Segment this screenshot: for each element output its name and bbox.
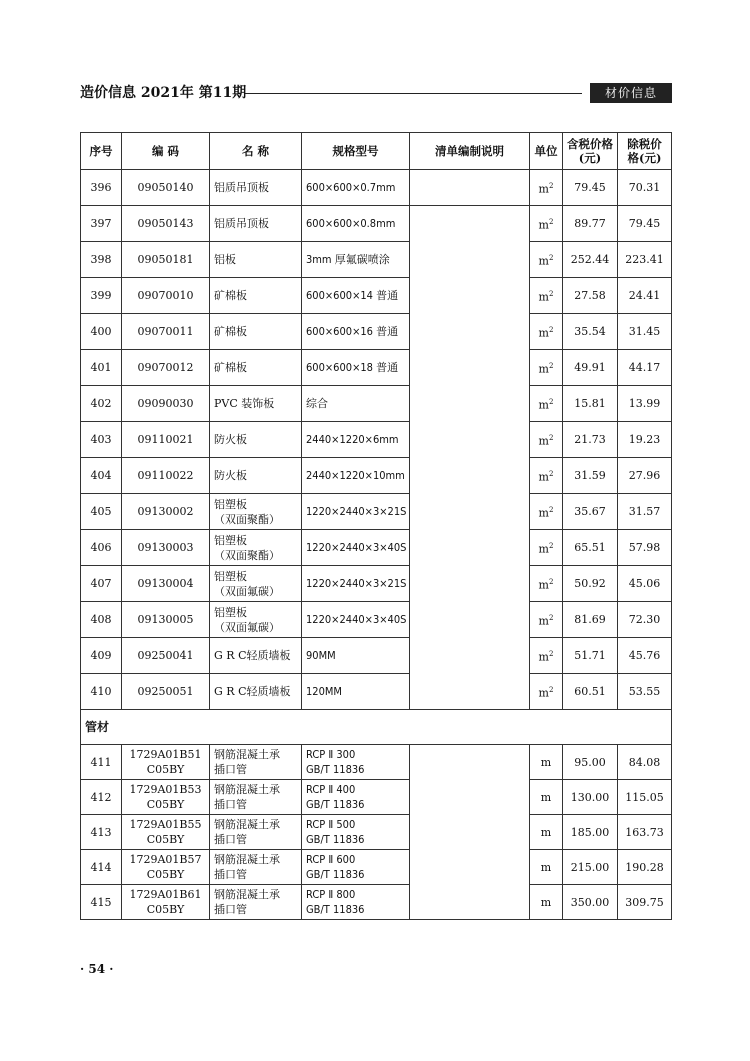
item-spec-line2: GB/T 11836	[306, 833, 365, 846]
item-spec-line1: RCP Ⅱ 500	[306, 818, 356, 831]
item-name	[210, 494, 302, 530]
price-with-tax: 95.00	[563, 745, 618, 780]
unit-superscript: 2	[548, 649, 554, 658]
item-name-line1: 铝塑板	[214, 569, 247, 583]
price-with-tax: 65.51	[563, 530, 618, 566]
price-with-tax: 130.00	[563, 780, 618, 815]
item-name-line2: 插口管	[214, 868, 247, 881]
row-number: 404	[81, 458, 122, 494]
price-without-tax: 31.57	[618, 494, 672, 530]
unit-text: m	[538, 362, 549, 376]
item-spec-line1: RCP Ⅱ 800	[306, 888, 356, 901]
price-without-tax: 19.23	[618, 422, 672, 458]
unit-superscript: 2	[548, 577, 554, 586]
section-label: 管材	[81, 710, 672, 745]
page-header	[80, 83, 672, 105]
item-spec: 90MM	[302, 638, 410, 674]
price-with-tax: 81.69	[563, 602, 618, 638]
table-header-row	[81, 133, 672, 170]
item-spec-line1: RCP Ⅱ 400	[306, 783, 356, 796]
item-name	[210, 530, 302, 566]
item-code: 09090030	[122, 386, 210, 422]
item-name: G R C轻质墙板	[210, 674, 302, 710]
item-spec-line1: RCP Ⅱ 300	[306, 748, 356, 761]
item-spec: 600×600×14 普通	[302, 278, 410, 314]
price-with-tax: 49.91	[563, 350, 618, 386]
row-number: 411	[81, 745, 122, 780]
item-spec	[302, 850, 410, 885]
item-unit: m	[530, 815, 563, 850]
item-code	[122, 780, 210, 815]
item-code: 09130005	[122, 602, 210, 638]
item-unit	[530, 206, 563, 242]
item-name-line2: 插口管	[214, 833, 247, 846]
item-name-line1: 铝塑板	[214, 497, 247, 511]
price-with-tax: 27.58	[563, 278, 618, 314]
row-number: 414	[81, 850, 122, 885]
item-spec: 综合	[302, 386, 410, 422]
table-row	[81, 885, 672, 920]
row-number: 398	[81, 242, 122, 278]
item-code-line1: 1729A01B61	[129, 888, 202, 901]
unit-text: m	[538, 650, 549, 664]
unit-superscript: 2	[548, 325, 554, 334]
unit-superscript: 2	[548, 613, 554, 622]
table-row	[81, 850, 672, 885]
table-row	[81, 566, 672, 602]
column-header: 单位	[530, 133, 563, 170]
price-without-tax: 53.55	[618, 674, 672, 710]
item-code: 09250041	[122, 638, 210, 674]
item-code	[122, 745, 210, 780]
item-code: 09130002	[122, 494, 210, 530]
unit-text: m	[538, 254, 549, 268]
item-code: 09070010	[122, 278, 210, 314]
column-header: 编 码	[122, 133, 210, 170]
table-row	[81, 530, 672, 566]
unit-superscript: 2	[548, 541, 554, 550]
row-number: 400	[81, 314, 122, 350]
table-row	[81, 674, 672, 710]
table-row	[81, 780, 672, 815]
price-without-tax: 31.45	[618, 314, 672, 350]
table-body	[81, 170, 672, 920]
row-number: 401	[81, 350, 122, 386]
row-number: 408	[81, 602, 122, 638]
unit-text: m	[538, 686, 549, 700]
item-spec	[302, 780, 410, 815]
item-name: 铝质吊顶板	[210, 206, 302, 242]
item-name-line2: （双面聚酯）	[214, 548, 280, 562]
item-spec: 120MM	[302, 674, 410, 710]
price-without-tax: 70.31	[618, 170, 672, 206]
table-row	[81, 494, 672, 530]
unit-text: m	[538, 578, 549, 592]
price-without-tax: 45.76	[618, 638, 672, 674]
price-without-tax: 223.41	[618, 242, 672, 278]
price-with-tax: 35.67	[563, 494, 618, 530]
item-code: 09070012	[122, 350, 210, 386]
price-without-tax: 309.75	[618, 885, 672, 920]
table-row	[81, 422, 672, 458]
price-without-tax: 45.06	[618, 566, 672, 602]
unit-superscript: 2	[548, 253, 554, 262]
unit-text: m	[538, 614, 549, 628]
item-name-line1: 铝塑板	[214, 533, 247, 547]
price-with-tax: 21.73	[563, 422, 618, 458]
item-code: 09050143	[122, 206, 210, 242]
unit-text: m	[538, 218, 549, 232]
row-number: 399	[81, 278, 122, 314]
item-name: 矿棉板	[210, 350, 302, 386]
item-name: PVC 装饰板	[210, 386, 302, 422]
table-row	[81, 278, 672, 314]
item-code	[122, 850, 210, 885]
price-with-tax: 252.44	[563, 242, 618, 278]
item-name	[210, 602, 302, 638]
row-number: 403	[81, 422, 122, 458]
item-unit	[530, 602, 563, 638]
price-without-tax: 190.28	[618, 850, 672, 885]
table-row	[81, 170, 672, 206]
column-header: 除税价格(元)	[618, 133, 672, 170]
price-with-tax: 185.00	[563, 815, 618, 850]
item-code-line1: 1729A01B57	[129, 853, 202, 866]
row-number: 407	[81, 566, 122, 602]
table-row	[81, 602, 672, 638]
price-with-tax: 51.71	[563, 638, 618, 674]
page-number: · 54 ·	[80, 962, 114, 976]
item-name-line2: 插口管	[214, 763, 247, 776]
item-code-line1: 1729A01B55	[129, 818, 202, 831]
item-spec-line2: GB/T 11836	[306, 868, 365, 881]
price-without-tax: 115.05	[618, 780, 672, 815]
price-with-tax: 31.59	[563, 458, 618, 494]
item-unit	[530, 422, 563, 458]
item-spec: 1220×2440×3×21S	[302, 566, 410, 602]
bill-description	[410, 170, 530, 206]
item-unit	[530, 530, 563, 566]
item-name: G R C轻质墙板	[210, 638, 302, 674]
column-header: 名 称	[210, 133, 302, 170]
item-name-line1: 钢筋混凝土承	[214, 783, 280, 796]
item-name: 防火板	[210, 422, 302, 458]
item-name: 铝质吊顶板	[210, 170, 302, 206]
item-unit	[530, 350, 563, 386]
row-number: 410	[81, 674, 122, 710]
item-spec: 3mm 厚氟碳喷涂	[302, 242, 410, 278]
publication-title: 造价信息 2021年 第11期	[80, 85, 247, 101]
item-unit	[530, 242, 563, 278]
table-row	[81, 242, 672, 278]
item-unit	[530, 170, 563, 206]
item-name	[210, 815, 302, 850]
unit-superscript: 2	[548, 289, 554, 298]
item-code-line2: C05BY	[146, 868, 185, 881]
item-spec: 1220×2440×3×21S	[302, 494, 410, 530]
row-number: 413	[81, 815, 122, 850]
item-name-line1: 钢筋混凝土承	[214, 748, 280, 761]
item-name	[210, 885, 302, 920]
item-unit	[530, 674, 563, 710]
section-badge: 材价信息	[590, 83, 672, 103]
row-number: 406	[81, 530, 122, 566]
item-name: 防火板	[210, 458, 302, 494]
item-name-line1: 钢筋混凝土承	[214, 818, 280, 831]
unit-text: m	[538, 470, 549, 484]
item-name: 矿棉板	[210, 278, 302, 314]
unit-text: m	[538, 398, 549, 412]
item-code: 09110021	[122, 422, 210, 458]
price-with-tax: 215.00	[563, 850, 618, 885]
header-rule	[245, 93, 582, 94]
table-row	[81, 745, 672, 780]
row-number: 396	[81, 170, 122, 206]
item-name-line2: 插口管	[214, 903, 247, 916]
table-row	[81, 458, 672, 494]
item-spec-line1: RCP Ⅱ 600	[306, 853, 356, 866]
price-without-tax: 44.17	[618, 350, 672, 386]
item-unit	[530, 566, 563, 602]
item-spec	[302, 815, 410, 850]
unit-text: m	[538, 542, 549, 556]
unit-text: m	[538, 290, 549, 304]
item-unit	[530, 494, 563, 530]
row-number: 415	[81, 885, 122, 920]
unit-superscript: 2	[548, 217, 554, 226]
item-name-line2: （双面氟碳）	[214, 620, 280, 634]
table-row	[81, 815, 672, 850]
price-with-tax: 50.92	[563, 566, 618, 602]
item-unit	[530, 386, 563, 422]
item-spec: 600×600×0.8mm	[302, 206, 410, 242]
price-table	[80, 132, 672, 920]
item-code: 09050181	[122, 242, 210, 278]
section-row	[81, 710, 672, 745]
row-number: 402	[81, 386, 122, 422]
unit-superscript: 2	[548, 433, 554, 442]
row-number: 412	[81, 780, 122, 815]
unit-text: m	[538, 182, 549, 196]
item-code-line1: 1729A01B51	[129, 748, 202, 761]
price-with-tax: 15.81	[563, 386, 618, 422]
column-header: 序号	[81, 133, 122, 170]
item-unit	[530, 278, 563, 314]
item-spec-line2: GB/T 11836	[306, 903, 365, 916]
unit-superscript: 2	[548, 505, 554, 514]
item-name-line1: 钢筋混凝土承	[214, 853, 280, 866]
item-code-line2: C05BY	[146, 798, 185, 811]
item-unit: m	[530, 850, 563, 885]
column-header: 规格型号	[302, 133, 410, 170]
price-with-tax: 79.45	[563, 170, 618, 206]
table-row	[81, 386, 672, 422]
item-code	[122, 815, 210, 850]
item-spec	[302, 745, 410, 780]
item-name	[210, 780, 302, 815]
price-without-tax: 84.08	[618, 745, 672, 780]
item-unit	[530, 314, 563, 350]
item-spec: 2440×1220×6mm	[302, 422, 410, 458]
item-code: 09110022	[122, 458, 210, 494]
price-without-tax: 57.98	[618, 530, 672, 566]
bill-description	[410, 206, 530, 710]
item-code-line2: C05BY	[146, 833, 185, 846]
item-name	[210, 566, 302, 602]
price-with-tax: 350.00	[563, 885, 618, 920]
item-code-line2: C05BY	[146, 903, 185, 916]
row-number: 409	[81, 638, 122, 674]
item-spec: 600×600×0.7mm	[302, 170, 410, 206]
unit-superscript: 2	[548, 469, 554, 478]
item-name: 矿棉板	[210, 314, 302, 350]
row-number: 397	[81, 206, 122, 242]
item-unit: m	[530, 745, 563, 780]
price-without-tax: 24.41	[618, 278, 672, 314]
item-name-line2: （双面聚酯）	[214, 512, 280, 526]
price-with-tax: 89.77	[563, 206, 618, 242]
table-row	[81, 638, 672, 674]
item-name-line2: 插口管	[214, 798, 247, 811]
item-spec: 600×600×18 普通	[302, 350, 410, 386]
column-header: 含税价格(元)	[563, 133, 618, 170]
unit-superscript: 2	[548, 361, 554, 370]
price-without-tax: 27.96	[618, 458, 672, 494]
item-unit: m	[530, 780, 563, 815]
price-without-tax: 79.45	[618, 206, 672, 242]
price-without-tax: 163.73	[618, 815, 672, 850]
unit-text: m	[538, 326, 549, 340]
item-code: 09050140	[122, 170, 210, 206]
item-name-line1: 钢筋混凝土承	[214, 888, 280, 901]
item-spec: 1220×2440×3×40S	[302, 530, 410, 566]
price-with-tax: 60.51	[563, 674, 618, 710]
item-spec: 1220×2440×3×40S	[302, 602, 410, 638]
item-code: 09130004	[122, 566, 210, 602]
column-header: 清单编制说明	[410, 133, 530, 170]
unit-superscript: 2	[548, 397, 554, 406]
item-name-line2: （双面氟碳）	[214, 584, 280, 598]
table-row	[81, 206, 672, 242]
item-code: 09070011	[122, 314, 210, 350]
item-spec-line2: GB/T 11836	[306, 798, 365, 811]
item-name	[210, 745, 302, 780]
item-name-line1: 铝塑板	[214, 605, 247, 619]
row-number: 405	[81, 494, 122, 530]
table-row	[81, 314, 672, 350]
bill-description	[410, 745, 530, 920]
price-without-tax: 13.99	[618, 386, 672, 422]
item-unit	[530, 638, 563, 674]
table-row	[81, 350, 672, 386]
item-spec	[302, 885, 410, 920]
price-without-tax: 72.30	[618, 602, 672, 638]
unit-text: m	[538, 434, 549, 448]
price-with-tax: 35.54	[563, 314, 618, 350]
item-code: 09130003	[122, 530, 210, 566]
item-unit	[530, 458, 563, 494]
item-spec: 600×600×16 普通	[302, 314, 410, 350]
item-spec-line2: GB/T 11836	[306, 763, 365, 776]
item-code-line2: C05BY	[146, 763, 185, 776]
unit-superscript: 2	[548, 181, 554, 190]
item-code	[122, 885, 210, 920]
item-name: 铝板	[210, 242, 302, 278]
unit-text: m	[538, 506, 549, 520]
item-unit: m	[530, 885, 563, 920]
item-name	[210, 850, 302, 885]
item-code: 09250051	[122, 674, 210, 710]
item-spec: 2440×1220×10mm	[302, 458, 410, 494]
item-code-line1: 1729A01B53	[129, 783, 202, 796]
unit-superscript: 2	[548, 685, 554, 694]
